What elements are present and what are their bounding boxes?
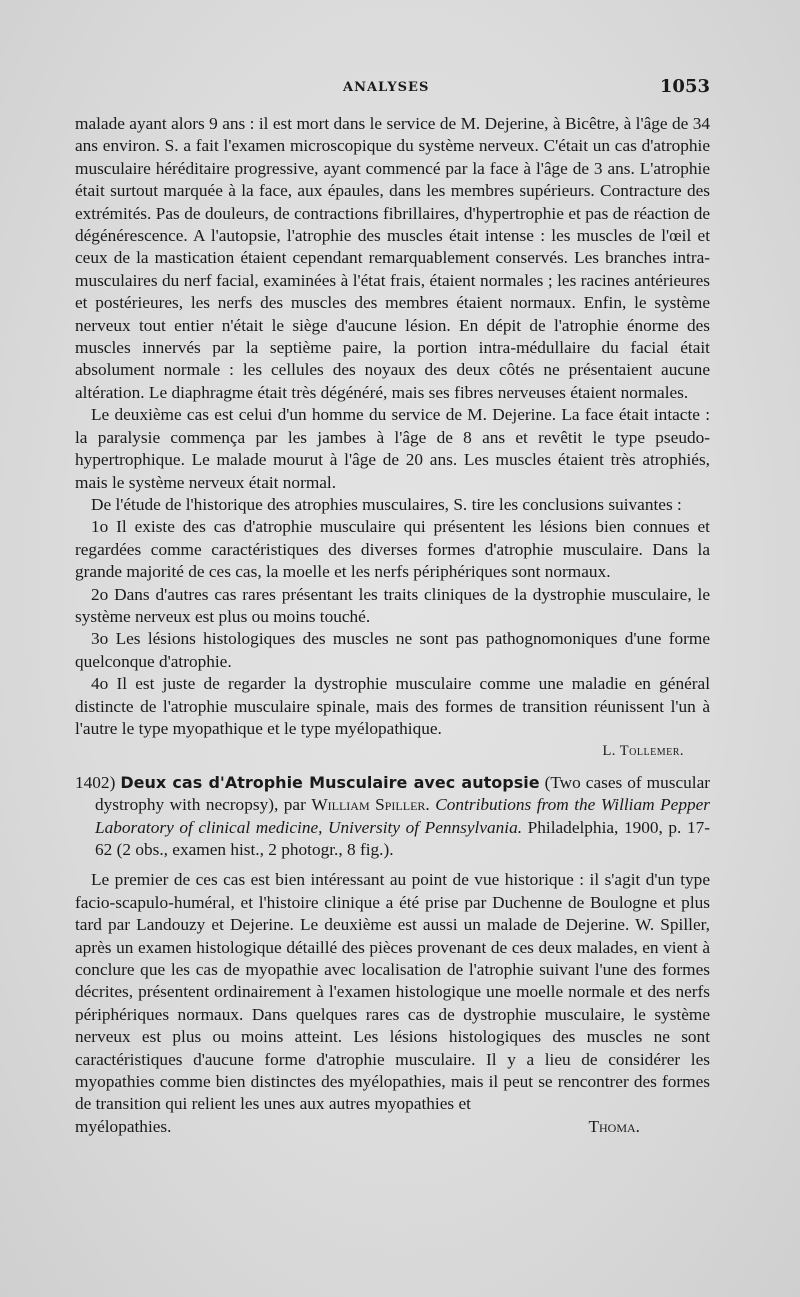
entry-closing-line [75, 1116, 710, 1138]
entry-title: Deux cas d'Atrophie Musculaire avec autopsie [120, 772, 540, 792]
signature-tollemer: L. Tollemer. [602, 743, 684, 760]
entry-source: Contributions from the William Pepper Laboratory of clinical medicine, University of Pennsylvania. [95, 795, 710, 837]
paragraph-continuation: malade ayant alors 9 ans : il est mort dans le service de M. Dejerine, à Bicêtre, à l'âge de 34 ans environ. S. a fait l'examen microscopique du système nerveux. C'était un cas d'atrophie musculaire héréditaire progressive, ayant commencé par la face à l'âge de 3 ans. L'atrophie était surtout marquée à la face, aux épaules, dans les membres supérieurs. Contracture des extrémités. Pas de douleurs, de contractions fibrillaires, d'hypertrophie et pas de réaction de dégénérescence. A l'autopsie, l'atrophie des muscles était intense : les muscles de l'œil et ceux de la mastication étaient cependant remarquablement conservés. Les branches intra-musculaires du nerf facial, examinées à l'état frais, étaient normales ; les racines antérieures et postérieures, les nerfs des muscles des membres étaient normaux. Enfin, le système nerveux tout entier n'était le siège d'aucune lésion. En dépit de l'atrophie énorme des muscles innervés par la septième paire, la portion intra-médullaire du facial était absolument normale : les cellules des noyaux des deux côtés ne présentaient aucune altération. Le diaphragme était très dégénéré, mais ses fibres nerveuses étaient normales. [75, 114, 710, 402]
conclusion-4: 4o Il est juste de regarder la dystrophie musculaire comme une maladie en général distincte de l'atrophie musculaire spinale, mais des formes de transition réunissent l'un à l'autre le type myopathique et le type myélopathique. [75, 674, 710, 738]
entry-body: Le premier de ces cas est bien intéressant au point de vue historique : il s'agit d'un type facio-scapulo-huméral, et l'histoire clinique a été prise par Duchenne de Boulogne et plus tard par Landouzy et Dejerine. Le deuxième est aussi un malade de Dejerine. W. Spiller, après un examen histologique détaillé des pièces provenant de ces deux malades, en vient à conclure que les cas de myopathie avec localisation de l'atrophie suivant l'une des formes décrites, présentent ordinairement à l'examen histologique une moelle normale et des nerfs périphériques normaux. Dans quelques rares cas de dystrophie musculaire, le système nerveux est plus ou moins atteint. Les lésions histologiques des muscles ne sont caractéristiques d'aucune forme d'atrophie musculaire. Il y a lieu de considérer les myopathies comme bien distinctes des myélopathies, mais il peut se rencontrer des formes de transition qui relient les unes aux autres myopathies et [75, 870, 710, 1114]
page-body [75, 113, 710, 1138]
entry-1402 [75, 772, 710, 862]
conclusion-2: 2o Dans d'autres cas rares présentant les traits cliniques de la dystrophie musculaire, le système nerveux est plus ou moins touché. [75, 584, 710, 626]
paragraph-second-case: Le deuxième cas est celui d'un homme du service de M. Dejerine. La face était intacte : la paralysie commença par les jambes à l'âge de 8 ans et revêtit le type pseudo-hypertrophique. Le malade mourut à l'âge de 20 ans. Les muscles étaient très atrophiés, mais le système nerveux était normal. [75, 405, 710, 492]
entry-subtitle: (Two cases of muscular dystrophy with necropsy), par [95, 772, 710, 815]
conclusion-1: 1o Il existe des cas d'atrophie musculaire qui présentent les lésions bien connues et regardées comme caractéristiques des diverses formes d'atrophie musculaire. Dans la grande majorité de ces cas, la moelle et les nerfs périphériques sont normaux. [75, 517, 710, 582]
entry-body-end: myélopathies. [75, 1116, 172, 1136]
paragraph-conclusions-intro: De l'étude de l'historique des atrophies musculaires, S. tire les conclusions suivantes : [91, 494, 682, 514]
page-number: 1053 [659, 76, 710, 97]
entry-details: Philadelphia, 1900, p. 17-62 (2 obs., examen hist., 2 photogr., 8 fig.). [95, 817, 710, 859]
page-header [75, 76, 710, 100]
entry-number: 1402) [75, 772, 116, 792]
entry-author: William Spiller. [311, 795, 430, 815]
running-title: ANALYSES [343, 80, 430, 95]
signature-thoma: Thoma. [588, 1116, 640, 1136]
conclusion-3: 3o Les lésions histologiques des muscles ne sont pas pathognomoniques d'une forme quelconque d'atrophie. [75, 629, 710, 671]
